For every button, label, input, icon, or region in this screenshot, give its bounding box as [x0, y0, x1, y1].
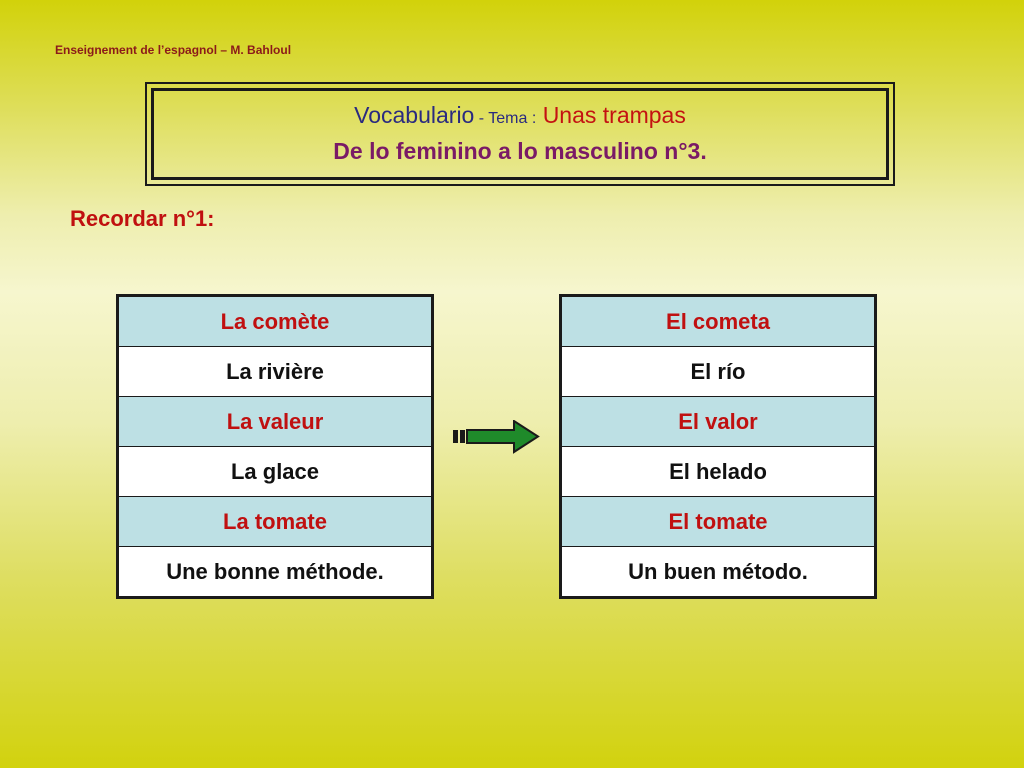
tema-value: Unas trampas [542, 102, 686, 128]
table-row [118, 447, 433, 497]
table-row [118, 347, 433, 397]
spanish-word: El río [561, 347, 876, 397]
title-box-inner [151, 88, 889, 180]
spanish-word: El helado [561, 447, 876, 497]
right-arrow-icon [452, 420, 542, 459]
french-word: La glace [118, 447, 433, 497]
french-word: La rivière [118, 347, 433, 397]
table-row [561, 296, 876, 347]
french-word: La valeur [118, 397, 433, 447]
subtitle: De lo feminino a lo masculino n°3. [333, 138, 707, 164]
section-heading: Recordar n°1: [70, 206, 215, 231]
title-separator: - [474, 110, 489, 127]
table-row [118, 547, 433, 598]
spanish-word: El cometa [561, 296, 876, 347]
table-row [561, 497, 876, 547]
table-row [561, 447, 876, 497]
french-word: Une bonne méthode. [118, 547, 433, 598]
author-line: Enseignement de l’espagnol – M. Bahloul [55, 43, 292, 57]
table-row [561, 547, 876, 598]
spanish-word: El valor [561, 397, 876, 447]
title-line [354, 100, 686, 134]
spanish-word: El tomate [561, 497, 876, 547]
french-word: La comète [118, 296, 433, 347]
french-vocab-table [116, 294, 434, 599]
table-row [118, 296, 433, 347]
spanish-word: Un buen método. [561, 547, 876, 598]
table-row [561, 397, 876, 447]
table-row [118, 397, 433, 447]
table-row [561, 347, 876, 397]
vocabulario-label: Vocabulario [354, 102, 475, 128]
french-word: La tomate [118, 497, 433, 547]
title-box [145, 82, 895, 186]
spanish-vocab-table [559, 294, 877, 599]
table-row [118, 497, 433, 547]
tema-label: Tema : [488, 110, 537, 127]
